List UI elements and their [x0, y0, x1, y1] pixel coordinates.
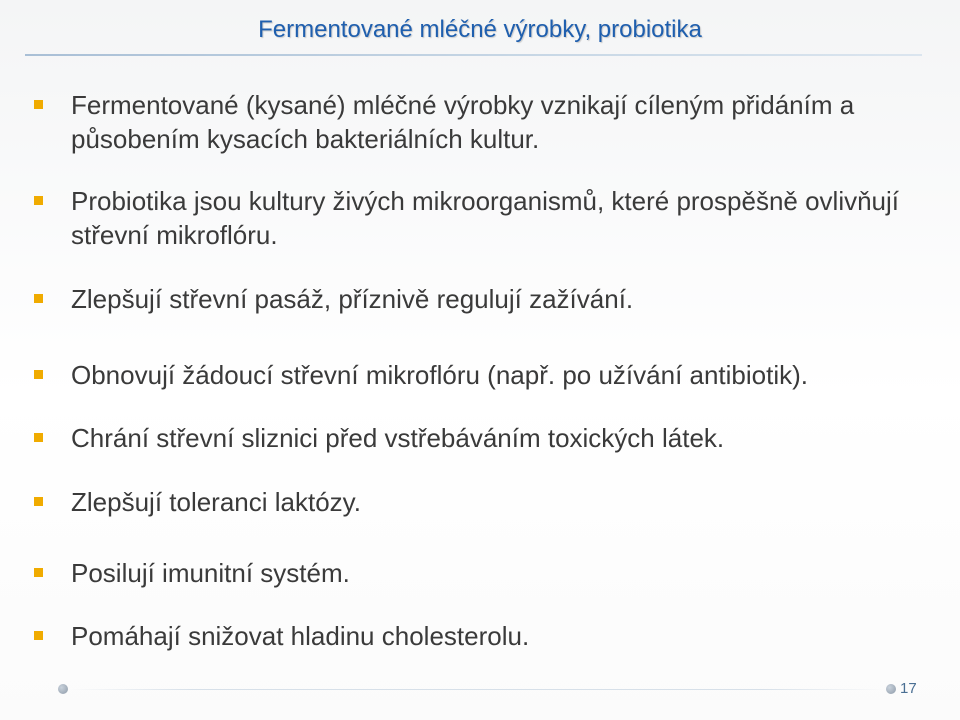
square-bullet-icon [34, 294, 43, 303]
square-bullet-icon [34, 433, 43, 442]
square-bullet-icon [34, 370, 43, 379]
square-bullet-icon [34, 497, 43, 506]
page-number: 17 [900, 680, 917, 697]
square-bullet-icon [34, 631, 43, 640]
bullet-text: Posilují imunitní systém. [71, 558, 350, 588]
bullet-text: Probiotika jsou kultury živých mikroorganismů, které prospěšně ovlivňují střevní mikroflóru. [71, 186, 900, 250]
bullet-text: Fermentované (kysané) mléčné výrobky vznikají cíleným přidáním a působením kysacích bakteriálních kultur. [71, 90, 855, 154]
slide-title: Fermentované mléčné výrobky, probiotika [258, 16, 702, 43]
footer-left-dot-icon [58, 684, 68, 694]
bullet-text: Pomáhají snižovat hladinu cholesterolu. [71, 621, 530, 651]
square-bullet-icon [34, 196, 43, 205]
bullet-text: Chrání střevní sliznici před vstřebáváním toxických látek. [71, 423, 725, 453]
square-bullet-icon [34, 100, 43, 109]
square-bullet-icon [34, 568, 43, 577]
footer-line [70, 689, 884, 690]
bullet-text: Zlepšují toleranci laktózy. [71, 487, 361, 517]
bullet-text: Zlepšují střevní pasáž, příznivě regulují zažívání. [71, 284, 634, 314]
footer-right-dot-icon [886, 684, 896, 694]
bullet-text: Obnovují žádoucí střevní mikroflóru (např. po užívání antibiotik). [71, 360, 809, 390]
